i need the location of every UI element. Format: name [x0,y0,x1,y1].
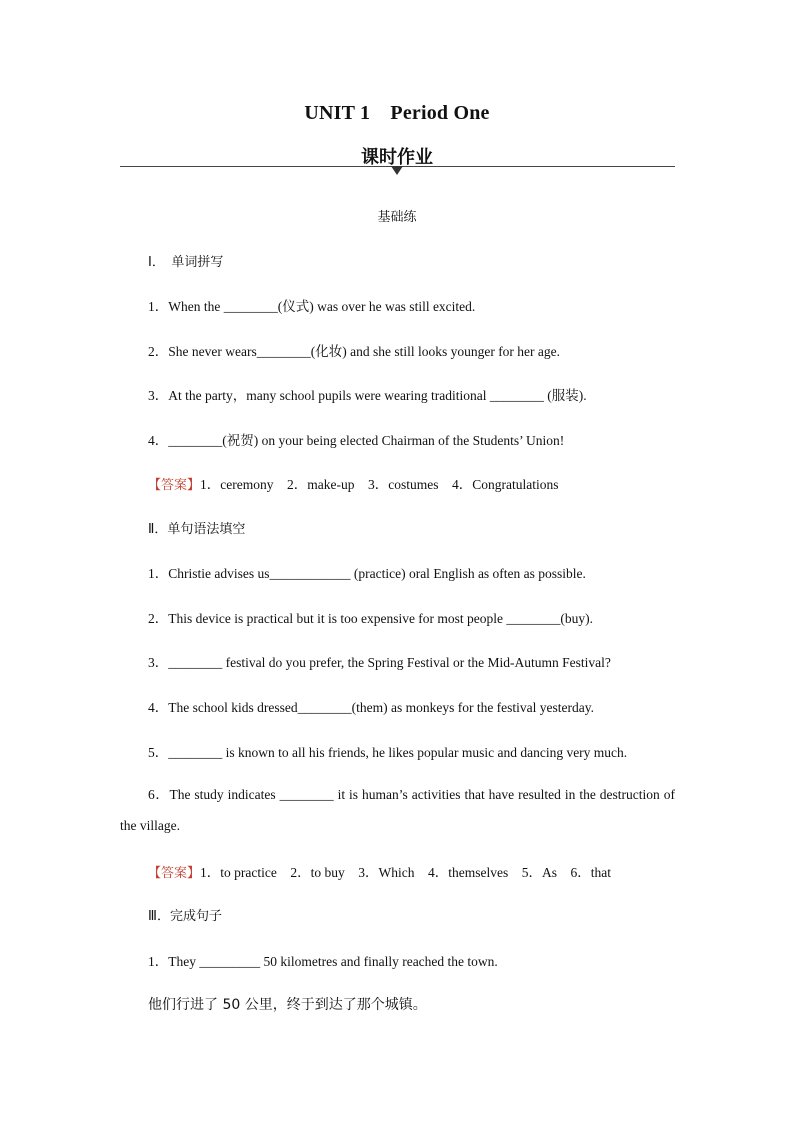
part2-answer [148,861,611,881]
part3-heading: Ⅲ．完成句子 [148,909,222,924]
part2-item-5: 5．________ is known to all his friends, he likes popular music and dancing very much. [148,745,628,760]
part1-item-3: 3．At the party，many school pupils were wearing traditional ________ (服装). [148,388,587,403]
part1-item-1: 1．When the ________(仪式) was over he was still excited. [148,299,476,314]
page-subtitle: 课时作业 [361,147,433,168]
part2-item-2: 2．This device is practical but it is too expensive for most people ________(buy). [148,611,594,626]
part1-heading: Ⅰ． 单词拼写 [148,255,224,270]
part3-item-1: 1．They _________ 50 kilometres and finally reached the town. [148,954,498,969]
part1-item-4: 4．________(祝贺) on your being elected Chairman of the Students’ Union! [148,433,565,448]
part1-item-2: 2．She never wears________(化妆) and she still looks younger for her age. [148,344,561,359]
part2-item-1: 1．Christie advises us____________ (practice) oral English as often as possible. [148,566,586,581]
answer-tag: 【答案】 [148,478,201,493]
part2-item-3: 3．________ festival do you prefer, the Spring Festival or the Mid-Autumn Festival? [148,655,611,670]
divider-triangle-icon [391,166,403,175]
section-label: 基础练 [377,210,417,225]
part2-heading: Ⅱ．单句语法填空 [148,522,246,537]
part2-item-6: 6．The study indicates ________ it is human’s activities that have resulted in the destruction of the village. [120,787,675,833]
part2-item-4: 4．The school kids dressed________(them) as monkeys for the festival yesterday. [148,700,595,715]
answer-tag: 【答案】 [148,866,201,881]
part1-answer [148,473,558,493]
part2-answer-text: 1．to practice 2．to buy 3．Which 4．themselves 5．As 6．that [200,865,611,880]
part1-answer-text: 1．ceremony 2．make-up 3．costumes 4．Congratulations [200,477,559,492]
page-title: UNIT 1 Period One [304,102,490,124]
part3-translation: 他们行进了 50 公里，终于到达了那个城镇。 [148,997,427,1013]
